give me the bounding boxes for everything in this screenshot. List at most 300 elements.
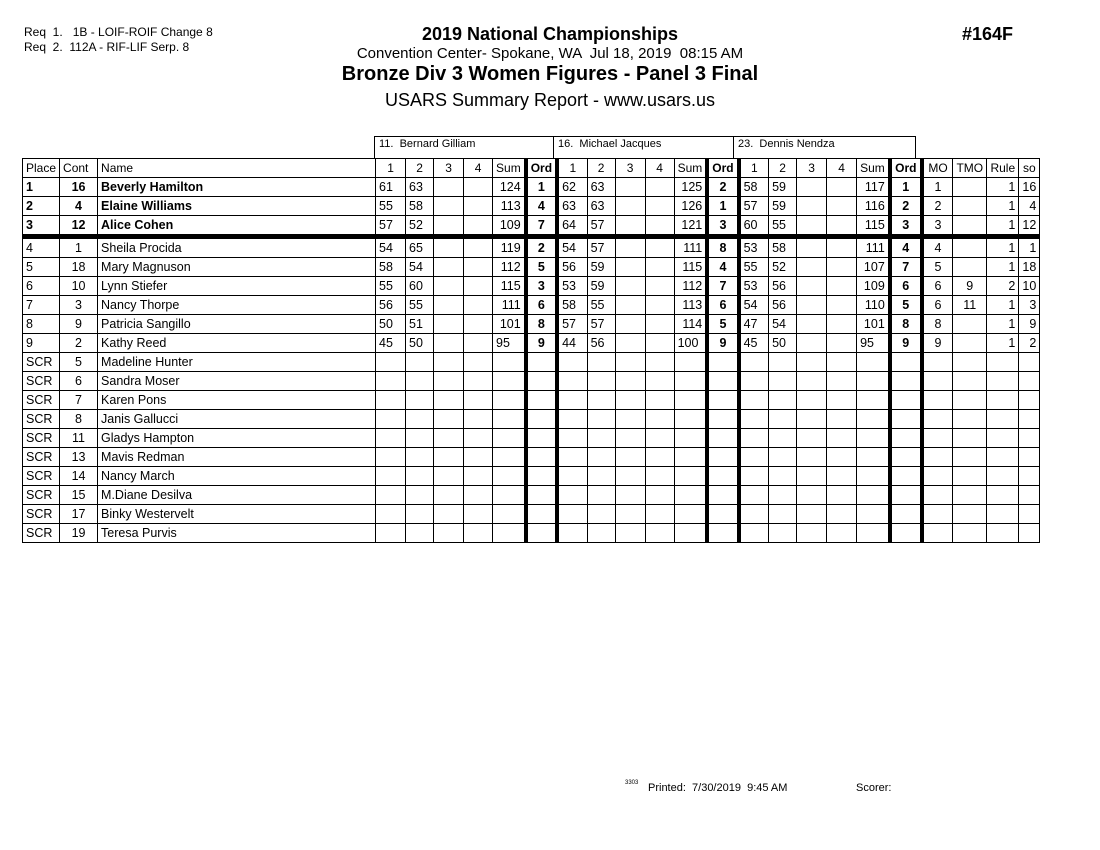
sum-cell — [674, 353, 707, 372]
sum-cell: 101 — [493, 315, 526, 334]
sum-cell — [674, 391, 707, 410]
score-cell — [615, 410, 645, 429]
venue-datetime: Convention Center- Spokane, WA Jul 18, 2019 08:15 AM — [356, 45, 744, 62]
so-cell: 2 — [1019, 334, 1040, 353]
score-cell — [739, 505, 769, 524]
table-row — [23, 448, 1040, 467]
sum-cell: 109 — [857, 277, 890, 296]
score-cell: 61 — [376, 178, 406, 197]
score-cell: 55 — [406, 296, 434, 315]
mo-cell: 2 — [922, 197, 953, 216]
score-cell — [827, 391, 857, 410]
so-cell — [1019, 467, 1040, 486]
score-cell: 56 — [587, 334, 615, 353]
score-cell — [797, 448, 827, 467]
score-cell — [645, 197, 674, 216]
score-cell: 59 — [587, 258, 615, 277]
score-cell — [645, 315, 674, 334]
mo-cell — [922, 429, 953, 448]
score-cell — [615, 467, 645, 486]
name-cell: Binky Westervelt — [98, 505, 376, 524]
score-cell: 54 — [769, 315, 797, 334]
table-row — [23, 334, 1040, 353]
sum-cell — [857, 467, 890, 486]
score-cell: 56 — [557, 258, 587, 277]
score-cell: 50 — [376, 315, 406, 334]
score-cell — [739, 410, 769, 429]
tmo-cell: 11 — [953, 296, 987, 315]
ordinal-cell: 4 — [890, 237, 922, 258]
table-row — [23, 505, 1040, 524]
ordinal-cell — [707, 372, 738, 391]
header-judge3-col5: Sum — [857, 159, 890, 178]
score-cell — [645, 524, 674, 543]
score-cell — [434, 372, 464, 391]
score-cell — [827, 197, 857, 216]
ordinal-cell — [890, 448, 922, 467]
score-cell — [557, 505, 587, 524]
score-cell — [464, 197, 493, 216]
score-cell — [464, 391, 493, 410]
score-cell: 60 — [406, 277, 434, 296]
score-cell — [434, 258, 464, 277]
score-cell — [406, 410, 434, 429]
mo-cell: 8 — [922, 315, 953, 334]
sum-cell — [674, 524, 707, 543]
score-cell — [739, 467, 769, 486]
header-name: Name — [98, 159, 376, 178]
cont-cell: 13 — [60, 448, 98, 467]
ordinal-cell — [707, 505, 738, 524]
score-cell: 58 — [406, 197, 434, 216]
ordinal-cell: 7 — [526, 216, 557, 237]
score-cell — [434, 505, 464, 524]
score-cell — [557, 429, 587, 448]
mo-cell: 3 — [922, 216, 953, 237]
ordinal-cell: 7 — [890, 258, 922, 277]
score-cell: 57 — [587, 216, 615, 237]
mo-cell: 4 — [922, 237, 953, 258]
mo-cell — [922, 372, 953, 391]
sum-cell: 115 — [493, 277, 526, 296]
mo-cell — [922, 448, 953, 467]
ordinal-cell — [707, 429, 738, 448]
score-cell: 64 — [557, 216, 587, 237]
score-cell — [406, 467, 434, 486]
score-cell — [587, 429, 615, 448]
rule-cell — [987, 505, 1019, 524]
ordinal-cell — [526, 372, 557, 391]
score-cell — [376, 467, 406, 486]
score-cell — [645, 178, 674, 197]
sum-cell: 121 — [674, 216, 707, 237]
ordinal-cell — [526, 505, 557, 524]
ordinal-cell: 3 — [526, 277, 557, 296]
sum-cell — [493, 353, 526, 372]
score-cell: 59 — [587, 277, 615, 296]
ordinal-cell: 1 — [890, 178, 922, 197]
sum-cell: 112 — [493, 258, 526, 277]
rule-cell — [987, 372, 1019, 391]
score-cell — [464, 429, 493, 448]
cont-cell: 16 — [60, 178, 98, 197]
sum-cell — [857, 391, 890, 410]
mo-cell — [922, 410, 953, 429]
score-cell — [797, 467, 827, 486]
score-cell — [645, 334, 674, 353]
ordinal-cell: 6 — [526, 296, 557, 315]
sum-cell — [493, 486, 526, 505]
score-cell: 44 — [557, 334, 587, 353]
header-judge2-col4: 4 — [645, 159, 674, 178]
ordinal-cell — [707, 410, 738, 429]
name-cell: Karen Pons — [98, 391, 376, 410]
cont-cell: 1 — [60, 237, 98, 258]
sum-cell — [493, 505, 526, 524]
score-cell — [434, 391, 464, 410]
score-cell — [557, 524, 587, 543]
score-cell — [376, 505, 406, 524]
score-cell — [615, 296, 645, 315]
tmo-cell — [953, 372, 987, 391]
table-row — [23, 258, 1040, 277]
header-judge1-col1: 1 — [376, 159, 406, 178]
score-cell — [557, 391, 587, 410]
scorer-label: Scorer: — [856, 782, 892, 794]
sum-cell: 101 — [857, 315, 890, 334]
sum-cell — [857, 486, 890, 505]
sum-cell — [674, 448, 707, 467]
cont-cell: 15 — [60, 486, 98, 505]
ordinal-cell: 8 — [707, 237, 738, 258]
sum-cell — [493, 391, 526, 410]
sum-cell — [674, 429, 707, 448]
score-cell — [739, 524, 769, 543]
table-row — [23, 429, 1040, 448]
score-cell: 63 — [587, 197, 615, 216]
mo-cell — [922, 353, 953, 372]
score-cell — [645, 505, 674, 524]
score-cell — [827, 467, 857, 486]
score-cell — [645, 467, 674, 486]
mo-cell — [922, 467, 953, 486]
ordinal-cell — [707, 486, 738, 505]
score-cell — [827, 505, 857, 524]
score-cell — [797, 524, 827, 543]
score-cell — [827, 429, 857, 448]
score-cell: 58 — [769, 237, 797, 258]
score-cell — [615, 216, 645, 237]
header-judge3-col1: 1 — [739, 159, 769, 178]
score-cell — [827, 334, 857, 353]
score-cell — [769, 429, 797, 448]
score-cell — [739, 429, 769, 448]
header-judge3-col4: 4 — [827, 159, 857, 178]
sum-cell — [493, 448, 526, 467]
printed-timestamp: Printed: 7/30/2019 9:45 AM — [648, 782, 788, 794]
ordinal-cell — [890, 505, 922, 524]
score-cell — [615, 524, 645, 543]
score-cell — [797, 216, 827, 237]
score-cell — [464, 505, 493, 524]
event-title: Bronze Div 3 Women Figures - Panel 3 Final — [341, 63, 759, 85]
rule-cell: 1 — [987, 237, 1019, 258]
ordinal-cell: 4 — [707, 258, 738, 277]
sum-cell — [674, 486, 707, 505]
ordinal-cell — [890, 353, 922, 372]
score-cell: 54 — [739, 296, 769, 315]
ordinal-cell — [890, 524, 922, 543]
rule-cell: 1 — [987, 258, 1019, 277]
tmo-cell — [953, 216, 987, 237]
requirement-1: Req 1. 1B - LOIF-ROIF Change 8 — [24, 25, 213, 39]
place-cell: 9 — [23, 334, 60, 353]
score-cell — [464, 410, 493, 429]
ordinal-cell: 9 — [707, 334, 738, 353]
table-row — [23, 353, 1040, 372]
score-cell — [769, 524, 797, 543]
score-cell — [769, 505, 797, 524]
sum-cell — [857, 505, 890, 524]
name-cell: Kathy Reed — [98, 334, 376, 353]
score-cell: 55 — [587, 296, 615, 315]
score-cell — [739, 448, 769, 467]
score-cell — [434, 334, 464, 353]
rule-cell: 1 — [987, 334, 1019, 353]
rule-cell — [987, 486, 1019, 505]
place-cell: SCR — [23, 524, 60, 543]
ordinal-cell — [707, 353, 738, 372]
ordinal-cell: 7 — [707, 277, 738, 296]
score-cell — [645, 237, 674, 258]
ordinal-cell: 5 — [526, 258, 557, 277]
score-cell — [797, 429, 827, 448]
sum-cell: 95 — [857, 334, 890, 353]
header-judge1-col6: Ord — [526, 159, 557, 178]
score-cell — [587, 391, 615, 410]
so-cell — [1019, 448, 1040, 467]
score-cell — [615, 197, 645, 216]
score-cell — [615, 486, 645, 505]
mo-cell: 5 — [922, 258, 953, 277]
score-cell — [557, 353, 587, 372]
score-cell: 59 — [769, 197, 797, 216]
ordinal-cell: 4 — [526, 197, 557, 216]
score-cell — [464, 277, 493, 296]
score-cell — [739, 391, 769, 410]
place-cell: 8 — [23, 315, 60, 334]
score-cell — [406, 505, 434, 524]
cont-cell: 19 — [60, 524, 98, 543]
score-cell — [434, 410, 464, 429]
score-cell — [615, 448, 645, 467]
score-cell: 51 — [406, 315, 434, 334]
rule-cell: 1 — [987, 178, 1019, 197]
score-cell — [827, 277, 857, 296]
name-cell: Beverly Hamilton — [98, 178, 376, 197]
score-cell — [406, 353, 434, 372]
score-cell — [827, 410, 857, 429]
score-cell: 56 — [769, 296, 797, 315]
score-cell — [739, 486, 769, 505]
score-cell — [797, 372, 827, 391]
score-cell — [797, 334, 827, 353]
cont-cell: 12 — [60, 216, 98, 237]
score-cell: 50 — [406, 334, 434, 353]
mo-cell — [922, 486, 953, 505]
ordinal-cell: 9 — [890, 334, 922, 353]
name-cell: Nancy March — [98, 467, 376, 486]
score-cell — [769, 410, 797, 429]
score-cell — [615, 429, 645, 448]
score-cell — [797, 197, 827, 216]
sum-cell: 95 — [493, 334, 526, 353]
sum-cell: 116 — [857, 197, 890, 216]
score-cell: 57 — [376, 216, 406, 237]
tmo-cell — [953, 524, 987, 543]
score-cell — [769, 372, 797, 391]
sum-cell — [493, 429, 526, 448]
judge-name-3: 23. Dennis Nendza — [733, 136, 916, 158]
score-cell — [434, 486, 464, 505]
score-cell — [645, 277, 674, 296]
place-cell: 1 — [23, 178, 60, 197]
tmo-cell — [953, 410, 987, 429]
header-judge2-col2: 2 — [587, 159, 615, 178]
sum-cell — [857, 410, 890, 429]
score-cell: 55 — [769, 216, 797, 237]
place-cell: 5 — [23, 258, 60, 277]
so-cell: 18 — [1019, 258, 1040, 277]
score-cell — [464, 353, 493, 372]
tmo-cell — [953, 391, 987, 410]
mo-cell: 9 — [922, 334, 953, 353]
name-cell: Patricia Sangillo — [98, 315, 376, 334]
score-cell — [587, 410, 615, 429]
ordinal-cell — [707, 448, 738, 467]
name-cell: Mavis Redman — [98, 448, 376, 467]
place-cell: SCR — [23, 486, 60, 505]
score-cell — [557, 467, 587, 486]
ordinal-cell — [526, 467, 557, 486]
cont-cell: 2 — [60, 334, 98, 353]
tmo-cell — [953, 315, 987, 334]
score-cell: 57 — [587, 237, 615, 258]
tmo-cell — [953, 429, 987, 448]
sum-cell: 114 — [674, 315, 707, 334]
score-cell — [587, 372, 615, 391]
sum-cell — [857, 372, 890, 391]
score-cell — [406, 372, 434, 391]
score-cell — [464, 334, 493, 353]
score-cell — [464, 372, 493, 391]
ordinal-cell: 2 — [707, 178, 738, 197]
score-cell — [615, 237, 645, 258]
score-cell — [797, 486, 827, 505]
sum-cell: 111 — [674, 237, 707, 258]
score-cell: 53 — [557, 277, 587, 296]
tmo-cell — [953, 448, 987, 467]
score-cell — [434, 429, 464, 448]
cont-cell: 5 — [60, 353, 98, 372]
score-cell: 58 — [557, 296, 587, 315]
place-cell: SCR — [23, 467, 60, 486]
header-rule: Rule — [987, 159, 1019, 178]
score-cell — [434, 448, 464, 467]
name-cell: Gladys Hampton — [98, 429, 376, 448]
score-cell: 45 — [739, 334, 769, 353]
score-cell — [557, 410, 587, 429]
score-cell: 54 — [406, 258, 434, 277]
place-cell: SCR — [23, 410, 60, 429]
score-cell: 57 — [587, 315, 615, 334]
score-cell: 60 — [739, 216, 769, 237]
score-cell — [615, 505, 645, 524]
cont-cell: 8 — [60, 410, 98, 429]
score-cell — [827, 448, 857, 467]
mo-cell: 6 — [922, 296, 953, 315]
sum-cell — [857, 429, 890, 448]
ordinal-cell — [707, 467, 738, 486]
score-cell — [769, 391, 797, 410]
ordinal-cell — [526, 524, 557, 543]
header-judge1-col5: Sum — [493, 159, 526, 178]
score-cell — [434, 277, 464, 296]
table-row — [23, 216, 1040, 237]
score-cell — [797, 296, 827, 315]
place-cell: SCR — [23, 391, 60, 410]
score-cell — [434, 524, 464, 543]
score-cell — [587, 524, 615, 543]
score-cell — [376, 486, 406, 505]
score-cell — [376, 448, 406, 467]
ordinal-cell — [526, 410, 557, 429]
score-cell — [557, 372, 587, 391]
judge-name-2: 16. Michael Jacques — [553, 136, 734, 158]
cont-cell: 9 — [60, 315, 98, 334]
so-cell — [1019, 391, 1040, 410]
header-mo: MO — [922, 159, 953, 178]
score-cell: 45 — [376, 334, 406, 353]
score-cell: 58 — [739, 178, 769, 197]
score-cell: 52 — [769, 258, 797, 277]
rule-cell — [987, 467, 1019, 486]
table-row — [23, 197, 1040, 216]
ordinal-cell: 6 — [890, 277, 922, 296]
sum-cell — [493, 372, 526, 391]
table-row — [23, 410, 1040, 429]
score-cell — [406, 448, 434, 467]
table-row — [23, 237, 1040, 258]
score-cell — [615, 334, 645, 353]
place-cell: 3 — [23, 216, 60, 237]
ordinal-cell: 3 — [890, 216, 922, 237]
so-cell: 3 — [1019, 296, 1040, 315]
score-cell — [797, 505, 827, 524]
score-cell — [406, 429, 434, 448]
rule-cell — [987, 410, 1019, 429]
tmo-cell — [953, 505, 987, 524]
score-cell — [645, 216, 674, 237]
table-row — [23, 486, 1040, 505]
score-cell: 65 — [406, 237, 434, 258]
ordinal-cell — [890, 372, 922, 391]
tmo-cell — [953, 486, 987, 505]
ordinal-cell: 5 — [707, 315, 738, 334]
tmo-cell: 9 — [953, 277, 987, 296]
table-row — [23, 315, 1040, 334]
tmo-cell — [953, 197, 987, 216]
